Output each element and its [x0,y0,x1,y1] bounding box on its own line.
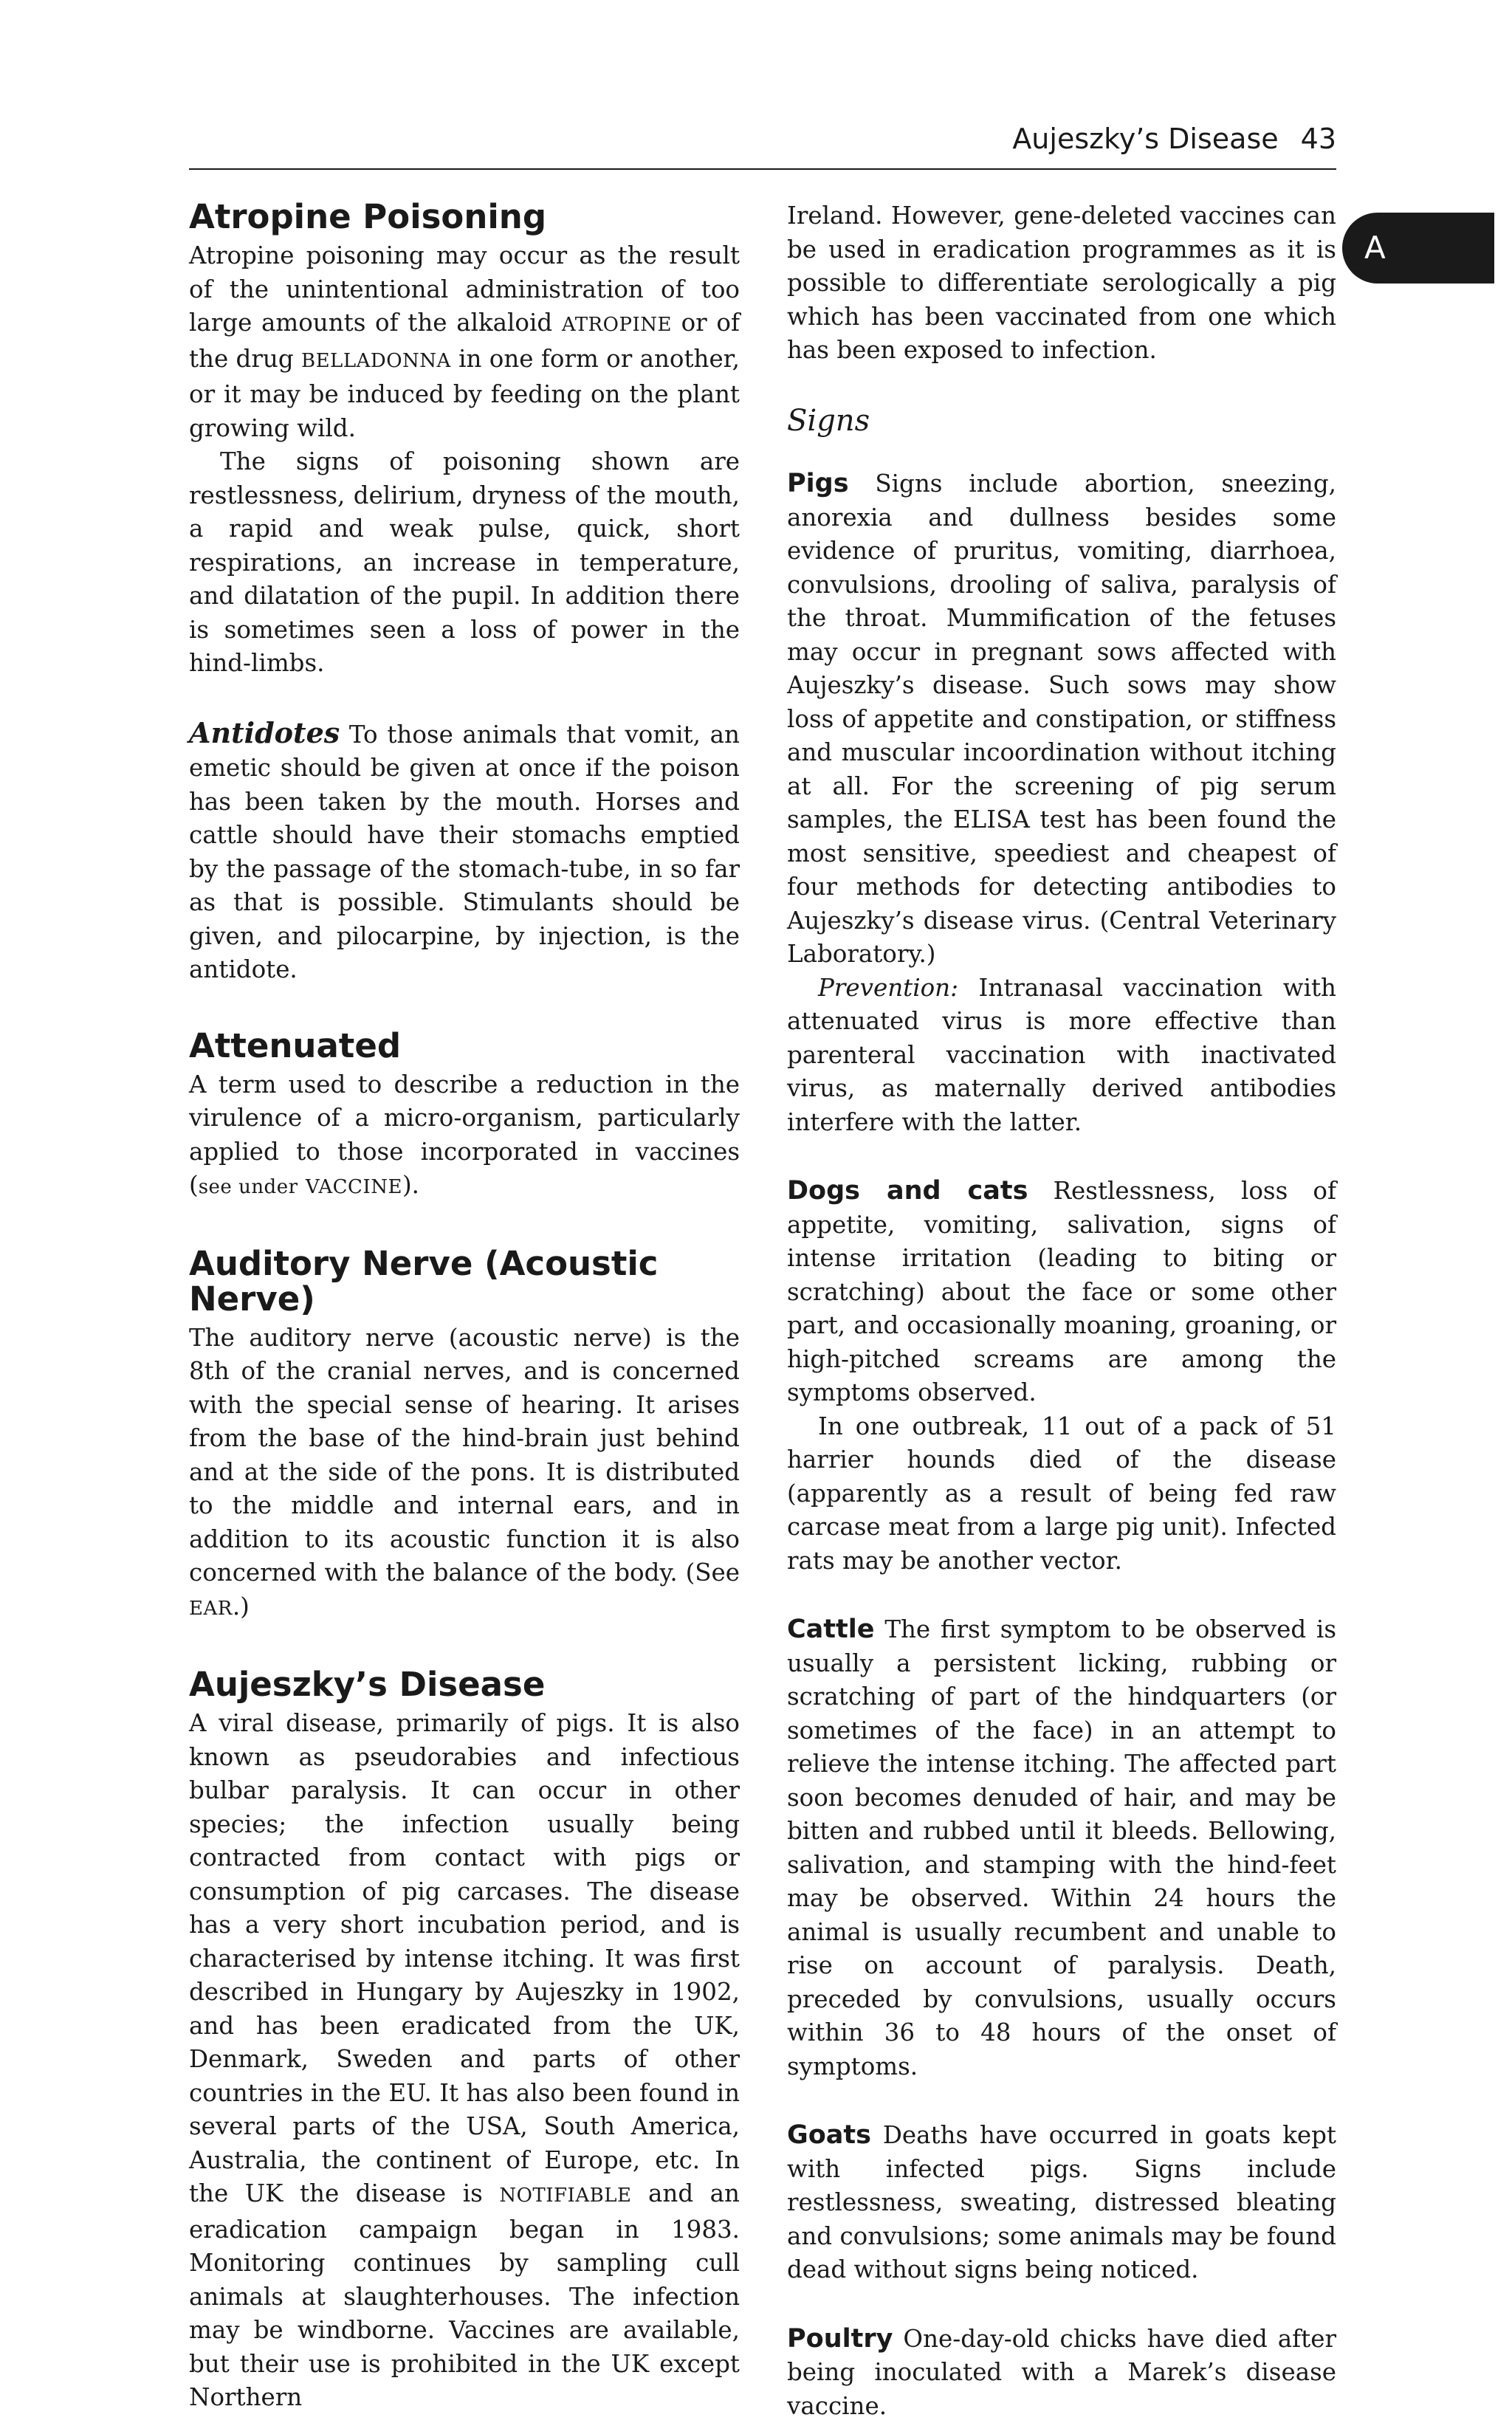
ref-belladonna: BELLADONNA [301,350,451,372]
right-column [787,199,1336,2423]
heading-aujeszkys-disease: Aujeszky’s Disease [189,1667,740,1702]
prevention-label: Prevention: [818,974,958,1002]
dogs-cats-label: Dogs and cats [787,1176,1028,1206]
auditory-paragraph: The auditory nerve (acoustic nerve) is the 8th of the cranial nerves, and is concerned with the special sense of hearing. It arises from the base of the hind-brain just behind and at the side of the pons. It is distributed to the middle and internal ears, and in addition to its acoustic function it is also concerned with the balance of the body. (See EAR.) [189,1322,740,1626]
heading-atropine-poisoning: Atropine Poisoning [189,199,740,235]
poultry-label: Poultry [787,2324,893,2354]
heading-signs: Signs [787,405,1336,439]
ref-atropine: ATROPINE [562,314,672,336]
goats-label: Goats [787,2120,871,2150]
running-header [1012,123,1336,155]
heading-auditory-nerve: Auditory Nerve (Acoustic Nerve) [189,1246,740,1317]
page-number: 43 [1301,123,1336,155]
antidotes-label: Antidotes [189,716,340,749]
thumb-index-tab: A [1342,213,1494,283]
dogs-cats-paragraph: Dogs and cats Restlessness, loss of appetite, vomiting, salivation, signs of intense irritation (leading to biting or scratching) about the face or some other part, and occasionally moaning, groaning, or high-pitched screams are among the symptoms observed. [787,1175,1336,1410]
left-column [189,199,740,2415]
ref-ear: EAR [189,1598,233,1620]
outbreak-paragraph: In one outbreak, 11 out of a pack of 51 harrier hounds died of the disease (apparently as a result of being fed raw carcase meat from a large pig unit). Infected rats may be another vector. [787,1410,1336,1578]
ref-vaccine: VACCINE [306,1176,402,1198]
continued-paragraph: Ireland. However, gene-deleted vaccines can be used in eradication programmes as it is possible to differentiate serologically a pig which has been vaccinated from one which has been exposed to infection. [787,199,1336,368]
ref-notifiable: NOTIFIABLE [499,2185,631,2207]
atropine-paragraph-1: Atropine poisoning may occur as the result of the unintentional administration of too large amounts of the alkaloid ATROPINE or of the drug BELLADONNA in one form or another, or it may be induced by feeding on the plant growing wild. [189,239,740,445]
cattle-paragraph: Cattle The first symptom to be observed is usually a persistent licking, rubbing or scratching of part of the hindquarters (or sometimes of the face) in an attempt to relieve the intense itching. The affected part soon becomes denuded of hair, and may be bitten and rubbed until it bleeds. Bellowing, salivation, and stamping with the hind-feet may be observed. Within 24 hours the animal is usually recumbent and unable to rise on account of paralysis. Death, preceded by convulsions, usually occurs within 36 to 48 hours of the onset of symptoms. [787,1613,1336,2083]
poultry-paragraph: Poultry One-day-old chicks have died after being inoculated with a Marek’s disease vaccine. [787,2323,1336,2423]
header-rule [189,168,1336,170]
attenuated-paragraph: A term used to describe a reduction in the virulence of a micro-organism, particularly applied to those incorporated in vaccines (see under VACCINE). [189,1068,740,1205]
goats-paragraph: Goats Deaths have occurred in goats kept with infected pigs. Signs include restlessness, sweating, distressed bleating and convulsions; some animals may be found dead without signs being noticed. [787,2119,1336,2287]
pigs-paragraph: Pigs Signs include abortion, sneezing, anorexia and dullness besides some evidence of pruritus, vomiting, diarrhoea, convulsions, drooling of saliva, paralysis of the throat. Mummification of the fetuses may occur in pregnant sows affected with Aujeszky’s disease. Such sows may show loss of appetite and constipation, or stiffness and muscular incoordination without itching at all. For the screening of pig serum samples, the ELISA test has been found the most sensitive, speediest and cheapest of four methods for detecting antibodies to Aujeszky’s disease virus. (Central Veterinary Laboratory.) [787,467,1336,972]
antidotes-paragraph: Antidotes To those animals that vomit, an emetic should be given at once if the poison has been taken by the mouth. Horses and cattle should have their stomachs emptied by the passage of the stomach-tube, in so far as that is possible. Stimulants should be given, and pilocarpine, by injection, is the antidote. [189,716,740,987]
atropine-paragraph-2: The signs of poisoning shown are restlessness, delirium, dryness of the mouth, a rapid and weak pulse, quick, short respirations, an increase in temperature, and dilatation of the pupil. In addition there is sometimes seen a loss of power in the hind-limbs. [189,445,740,681]
cattle-label: Cattle [787,1615,875,1644]
prevention-paragraph: Prevention: Intranasal vaccination with attenuated virus is more effective than parenteral vaccination with inactivated virus, as maternally derived antibodies interfere with the latter. [787,972,1336,1140]
running-header-title: Aujeszky’s Disease [1012,123,1278,155]
pigs-label: Pigs [787,469,849,498]
heading-attenuated: Attenuated [189,1028,740,1064]
aujeszky-paragraph: A viral disease, primarily of pigs. It is also known as pseudorabies and infectious bulbar paralysis. It can occur in other species; the infection usually being contracted from contact with pigs or consumption of pig carcases. The disease has a very short incubation period, and is characterised by intense itching. It was first described in Hungary by Aujeszky in 1902, and has been eradicated from the UK, Denmark, Sweden and parts of other countries in the EU. It has also been found in several parts of the USA, South America, Australia, the continent of Europe, etc. In the UK the disease is NOTIFIABLE and an eradication campaign began in 1983. Monitoring continues by sampling cull animals at slaughterhouses. The infection may be windborne. Vaccines are available, but their use is prohibited in the UK except Northern [189,1707,740,2415]
